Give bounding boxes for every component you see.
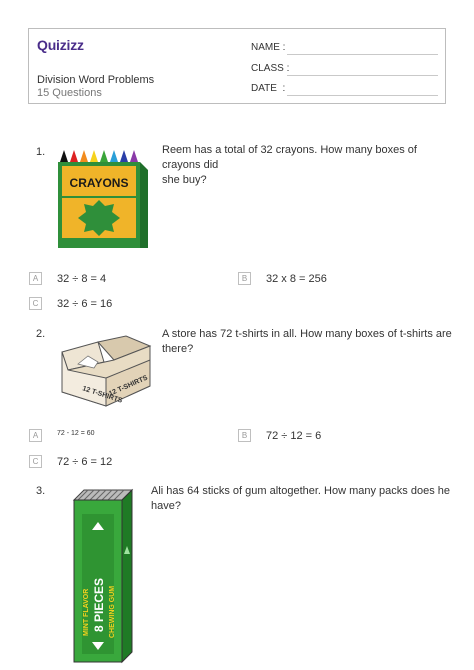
class-label: CLASS :: [251, 63, 290, 74]
worksheet-header: [28, 28, 446, 104]
option-text[interactable]: 32 ÷ 8 = 4: [57, 273, 107, 285]
option-text[interactable]: 72 ÷ 12 = 6: [266, 430, 322, 442]
option-letter-b[interactable]: B: [238, 272, 251, 285]
option-text[interactable]: 72 - 12 = 60: [57, 430, 95, 437]
crayon-tips: [60, 150, 138, 162]
question-number: 2.: [36, 328, 46, 340]
option-text[interactable]: 32 ÷ 6 = 16: [57, 298, 113, 310]
option-text[interactable]: 72 ÷ 6 = 12: [57, 456, 113, 468]
option-letter-c[interactable]: C: [29, 455, 42, 468]
class-field[interactable]: [287, 75, 438, 76]
question-text: A store has 72 t-shirts in all. How many boxes of t-shirts are there?: [162, 328, 452, 355]
question-text: Ali has 64 sticks of gum altogether. How many packs does he have?: [151, 485, 450, 512]
quizizz-logo: Quizizz: [37, 37, 84, 53]
crayon-box-image: [56, 144, 152, 250]
tshirt-box-image: [54, 330, 156, 410]
question-text: Reem has a total of 32 crayons. How many boxes of crayons did she buy?: [162, 144, 417, 186]
gum-label-right: CHEWING GUM: [109, 585, 116, 638]
option-letter-a[interactable]: A: [29, 429, 42, 442]
question-number: 3.: [36, 485, 46, 497]
name-label: NAME :: [251, 42, 286, 53]
option-text[interactable]: 32 x 8 = 256: [266, 273, 327, 285]
option-letter-b[interactable]: B: [238, 429, 251, 442]
gum-pack-image: [68, 486, 138, 666]
crayon-box-label: CRAYONS: [69, 176, 129, 190]
box-label-right: 12 T-SHIRTS: [107, 374, 149, 398]
gum-label-left: MINT FLAVOR: [83, 588, 90, 636]
date-field[interactable]: [287, 95, 438, 96]
question-count: 15 Questions: [37, 87, 102, 99]
worksheet-title: Division Word Problems: [37, 74, 155, 86]
date-label: DATE :: [251, 83, 286, 94]
option-letter-a[interactable]: A: [29, 272, 42, 285]
gum-label-center: 8 PIECES: [92, 577, 106, 632]
name-field[interactable]: [287, 54, 438, 55]
question-number: 1.: [36, 146, 46, 158]
box-label-left: 12 T-SHIRTS: [81, 385, 124, 405]
option-letter-c[interactable]: C: [29, 297, 42, 310]
